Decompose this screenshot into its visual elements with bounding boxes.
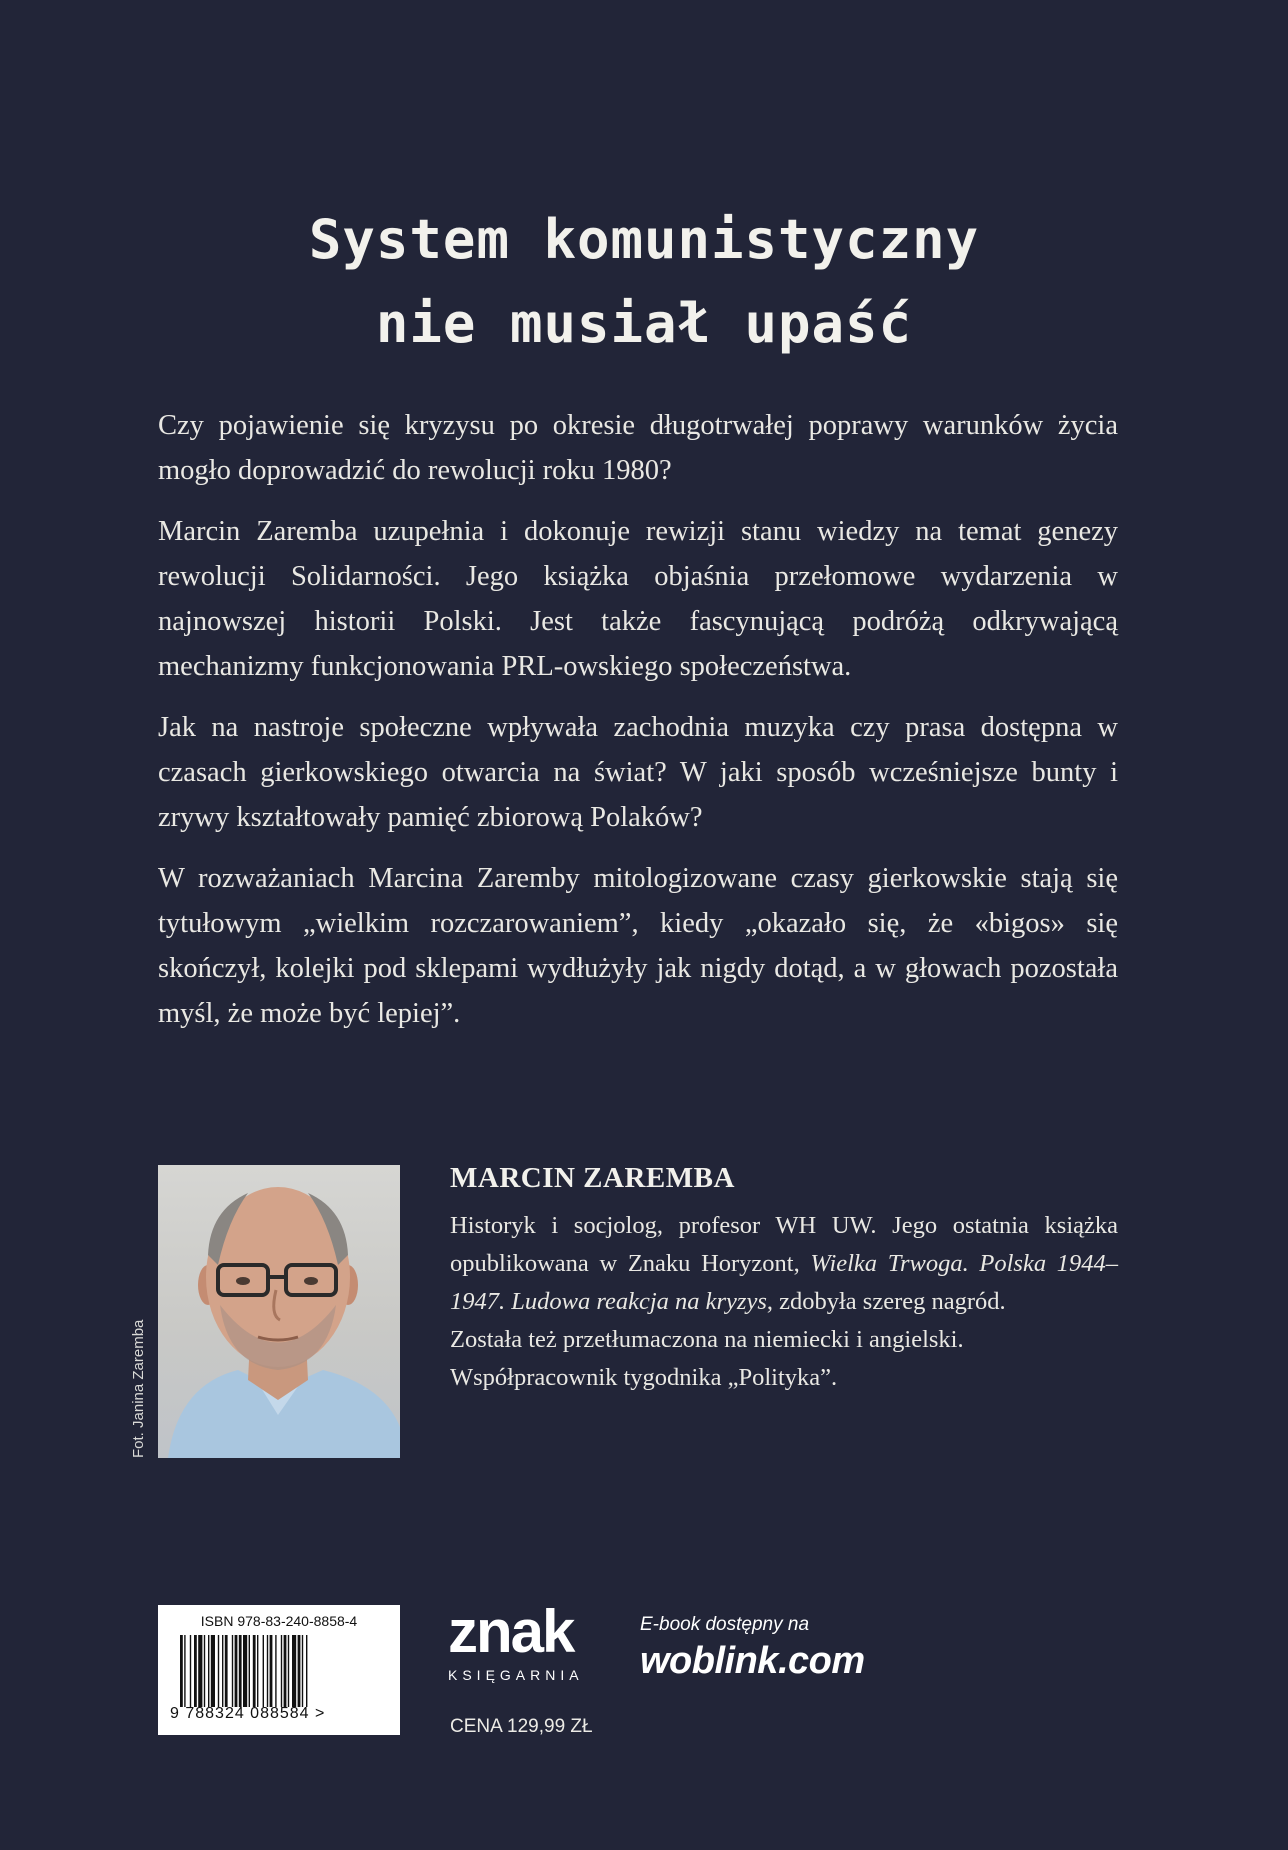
author-portrait-icon <box>158 1165 400 1458</box>
barcode-bars-icon <box>180 1635 378 1707</box>
znak-logo <box>448 1598 584 1686</box>
photo-credit: Fot. Janina Zaremba <box>130 1319 147 1458</box>
barcode <box>158 1605 400 1735</box>
blurb-paragraph: Czy pojawienie się kryzysu po okresie długotrwałej poprawy warunków życia mogło doprowadzić do rewolucji roku 1980? <box>158 410 1118 486</box>
headline-line-2: nie musiał upaść <box>375 292 913 355</box>
isbn-label: ISBN 978-83-240-8858-4 <box>200 1613 358 1629</box>
barcode-digits: 9 788324 088584 > <box>170 1705 326 1722</box>
headline <box>0 198 1288 366</box>
book-title: Wielka Trwoga. Polska 1944–1947. Ludowa reakcja na kryzys <box>450 1250 1118 1315</box>
author-photo <box>158 1165 400 1458</box>
bio-text: Historyk i socjolog, profesor WH UW. Jego ostatnia książka opublikowana w Znaku Horyzont, <box>450 1212 1118 1277</box>
bio-text: , zdobyła szereg nagród. <box>766 1288 1006 1315</box>
bio-translated: Została też przetłumaczona na niemiecki i angielski. <box>450 1326 964 1353</box>
blurb-paragraph: W rozważaniach Marcina Zaremby mitologizowane czasy gierkowskie stają się tytułowym „wielkim rozczarowaniem”, kiedy „okazało się, że «bigos» się skończył, kolejki pod sklepami wydłużyły jak nigdy dotąd, a w głowach pozostała myśl, że może być lepiej”. <box>158 863 1118 1029</box>
blurb-paragraph: Jak na nastroje społeczne wpływała zachodnia muzyka czy prasa dostępna w czasach gierkowskiego otwarcia na świat? W jaki sposób wcześniejsze bunty i zrywy kształtowały pamięć zbiorową Polaków? <box>158 712 1118 833</box>
author-bio-main <box>450 1207 1118 1321</box>
ebook-info <box>640 1612 865 1684</box>
author-bio <box>450 1207 1118 1397</box>
znak-logo-word: znak <box>448 1598 574 1665</box>
price: CENA 129,99 ZŁ <box>450 1716 593 1737</box>
author-name: MARCIN ZAREMBA <box>450 1162 735 1194</box>
blurb <box>158 403 1118 1052</box>
blurb-paragraph: Marcin Zaremba uzupełnia i dokonuje rewizji stanu wiedzy na temat genezy rewolucji Solidarności. Jego książka objaśnia przełomowe wydarzenia w najnowszej historii Polski. Jest także fascynującą podróżą odkrywającą mechanizmy funkcjonowania PRL-owskiego społeczeństwa. <box>158 516 1118 682</box>
bio-polityka: Współpracownik tygodnika „Polityka”. <box>450 1364 838 1391</box>
headline-line-1: System komunistyczny <box>308 208 980 271</box>
ebook-note: E-book dostępny na <box>640 1614 810 1635</box>
znak-logo-sub: KSIĘGARNIA <box>448 1667 584 1683</box>
woblink-logo: woblink.com <box>640 1640 865 1682</box>
